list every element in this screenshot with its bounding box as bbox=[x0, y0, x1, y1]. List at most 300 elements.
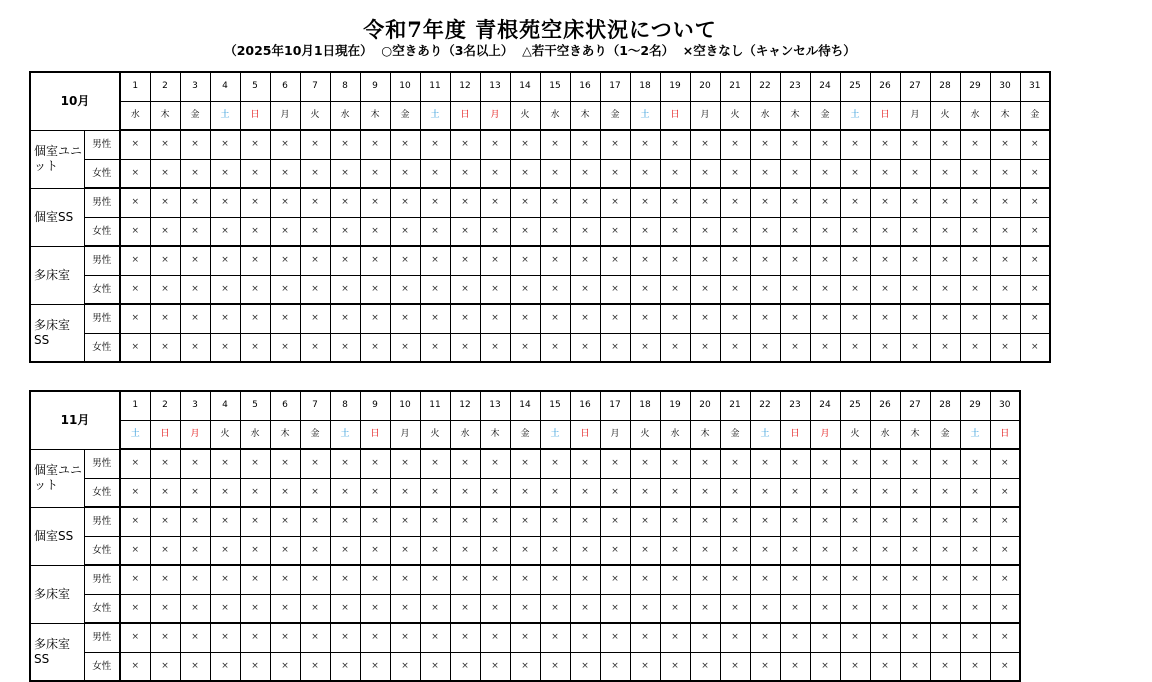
availability-mark: × bbox=[480, 449, 510, 478]
availability-mark: × bbox=[690, 304, 720, 333]
availability-mark: × bbox=[510, 130, 540, 159]
day-number: 3 bbox=[180, 391, 210, 420]
weekday-label: 土 bbox=[750, 420, 780, 449]
availability-mark: × bbox=[840, 217, 870, 246]
availability-mark: × bbox=[810, 246, 840, 275]
availability-mark: × bbox=[600, 478, 630, 507]
availability-mark: × bbox=[630, 159, 660, 188]
availability-mark: × bbox=[330, 623, 360, 652]
availability-mark: × bbox=[870, 478, 900, 507]
availability-mark: × bbox=[240, 652, 270, 681]
availability-mark: × bbox=[180, 333, 210, 362]
availability-mark: × bbox=[450, 188, 480, 217]
day-number: 14 bbox=[510, 391, 540, 420]
availability-mark: × bbox=[480, 594, 510, 623]
availability-mark: × bbox=[570, 594, 600, 623]
availability-mark: × bbox=[210, 536, 240, 565]
weekday-label: 火 bbox=[510, 101, 540, 130]
availability-mark: × bbox=[840, 304, 870, 333]
weekday-label: 月 bbox=[180, 420, 210, 449]
weekday-label: 土 bbox=[960, 420, 990, 449]
availability-mark: × bbox=[180, 246, 210, 275]
availability-mark: × bbox=[510, 449, 540, 478]
availability-mark: × bbox=[330, 159, 360, 188]
availability-row bbox=[30, 652, 1020, 681]
weekday-label: 火 bbox=[930, 101, 960, 130]
availability-mark: × bbox=[480, 275, 510, 304]
availability-mark: × bbox=[270, 246, 300, 275]
availability-mark: × bbox=[630, 594, 660, 623]
availability-mark: × bbox=[360, 507, 390, 536]
availability-mark: × bbox=[420, 333, 450, 362]
weekday-label: 金 bbox=[390, 101, 420, 130]
availability-mark: × bbox=[390, 275, 420, 304]
availability-mark: × bbox=[660, 304, 690, 333]
day-number: 1 bbox=[120, 391, 150, 420]
availability-mark: × bbox=[150, 246, 180, 275]
availability-mark: × bbox=[720, 275, 750, 304]
availability-mark: × bbox=[810, 130, 840, 159]
availability-mark: × bbox=[210, 304, 240, 333]
availability-mark: × bbox=[390, 565, 420, 594]
availability-mark: × bbox=[360, 623, 390, 652]
availability-mark: × bbox=[750, 507, 780, 536]
availability-mark: × bbox=[900, 507, 930, 536]
availability-mark: × bbox=[810, 188, 840, 217]
availability-mark: × bbox=[960, 275, 990, 304]
availability-mark: × bbox=[750, 159, 780, 188]
availability-mark: × bbox=[180, 507, 210, 536]
availability-mark: × bbox=[600, 304, 630, 333]
day-number: 26 bbox=[870, 391, 900, 420]
weekday-label: 金 bbox=[930, 420, 960, 449]
availability-mark: × bbox=[750, 217, 780, 246]
availability-mark: × bbox=[420, 623, 450, 652]
availability-mark: × bbox=[750, 304, 780, 333]
availability-mark: × bbox=[330, 130, 360, 159]
availability-mark: × bbox=[810, 652, 840, 681]
availability-mark: × bbox=[210, 623, 240, 652]
legend-line: （2025年10月1日現在） ○空きあり（3名以上） △若干空きあり（1～2名） ×空きなし（キャンセル待ち） bbox=[224, 43, 856, 58]
availability-mark: × bbox=[690, 507, 720, 536]
availability-mark: × bbox=[900, 652, 930, 681]
availability-mark: × bbox=[810, 623, 840, 652]
weekday-row bbox=[30, 101, 1050, 130]
availability-mark: × bbox=[900, 623, 930, 652]
availability-mark: × bbox=[510, 536, 540, 565]
availability-mark: × bbox=[270, 188, 300, 217]
availability-mark: × bbox=[240, 507, 270, 536]
availability-mark: × bbox=[240, 536, 270, 565]
availability-mark: × bbox=[540, 130, 570, 159]
availability-mark: × bbox=[120, 507, 150, 536]
availability-mark: × bbox=[510, 217, 540, 246]
day-number: 12 bbox=[450, 391, 480, 420]
weekday-label: 木 bbox=[900, 420, 930, 449]
day-number: 25 bbox=[840, 72, 870, 101]
weekday-label: 木 bbox=[690, 420, 720, 449]
availability-mark: × bbox=[120, 246, 150, 275]
availability-mark: × bbox=[240, 594, 270, 623]
day-number: 8 bbox=[330, 72, 360, 101]
availability-mark: × bbox=[600, 449, 630, 478]
availability-mark: × bbox=[870, 565, 900, 594]
availability-mark: × bbox=[450, 478, 480, 507]
availability-mark: × bbox=[300, 449, 330, 478]
day-number: 27 bbox=[900, 72, 930, 101]
availability-mark: × bbox=[870, 652, 900, 681]
availability-mark: × bbox=[840, 188, 870, 217]
availability-mark: × bbox=[930, 188, 960, 217]
availability-mark: × bbox=[300, 159, 330, 188]
availability-mark: × bbox=[240, 478, 270, 507]
weekday-label: 木 bbox=[780, 101, 810, 130]
availability-mark: × bbox=[360, 565, 390, 594]
availability-mark: × bbox=[990, 304, 1020, 333]
availability-mark: × bbox=[450, 507, 480, 536]
availability-row bbox=[30, 246, 1050, 275]
availability-mark: × bbox=[270, 536, 300, 565]
availability-mark: × bbox=[330, 246, 360, 275]
availability-mark: × bbox=[570, 565, 600, 594]
availability-mark: × bbox=[450, 217, 480, 246]
availability-mark: × bbox=[120, 652, 150, 681]
availability-mark: × bbox=[180, 304, 210, 333]
availability-mark: × bbox=[540, 217, 570, 246]
availability-mark: × bbox=[180, 652, 210, 681]
day-number: 9 bbox=[360, 72, 390, 101]
month-label: 10月 bbox=[30, 72, 120, 130]
weekday-label: 水 bbox=[870, 420, 900, 449]
availability-mark: × bbox=[870, 623, 900, 652]
gender-label: 男性 bbox=[84, 246, 120, 275]
availability-mark: × bbox=[540, 275, 570, 304]
availability-mark: × bbox=[300, 217, 330, 246]
availability-mark: × bbox=[930, 275, 960, 304]
availability-mark: × bbox=[780, 246, 810, 275]
availability-mark: × bbox=[450, 304, 480, 333]
weekday-label: 土 bbox=[840, 101, 870, 130]
availability-mark: × bbox=[900, 449, 930, 478]
day-number: 11 bbox=[420, 72, 450, 101]
availability-mark: × bbox=[990, 565, 1020, 594]
day-number: 22 bbox=[750, 72, 780, 101]
day-number: 22 bbox=[750, 391, 780, 420]
availability-mark: × bbox=[930, 594, 960, 623]
availability-mark: × bbox=[660, 333, 690, 362]
day-number: 21 bbox=[720, 72, 750, 101]
availability-mark: × bbox=[630, 188, 660, 217]
availability-mark: × bbox=[540, 507, 570, 536]
availability-mark: × bbox=[960, 507, 990, 536]
availability-mark: × bbox=[210, 159, 240, 188]
day-number: 18 bbox=[630, 391, 660, 420]
availability-mark: × bbox=[210, 217, 240, 246]
availability-mark: × bbox=[120, 478, 150, 507]
availability-mark: × bbox=[720, 652, 750, 681]
availability-mark: × bbox=[990, 594, 1020, 623]
weekday-label: 金 bbox=[600, 101, 630, 130]
availability-mark: × bbox=[960, 188, 990, 217]
availability-mark: × bbox=[180, 217, 210, 246]
availability-mark: × bbox=[180, 275, 210, 304]
availability-mark: × bbox=[360, 304, 390, 333]
availability-mark: × bbox=[480, 333, 510, 362]
gender-label: 女性 bbox=[84, 159, 120, 188]
availability-mark: × bbox=[870, 217, 900, 246]
availability-mark: × bbox=[450, 449, 480, 478]
availability-row bbox=[30, 159, 1050, 188]
day-number: 9 bbox=[360, 391, 390, 420]
day-number: 30 bbox=[990, 72, 1020, 101]
availability-mark: × bbox=[120, 217, 150, 246]
availability-mark: × bbox=[870, 159, 900, 188]
availability-mark: × bbox=[600, 130, 630, 159]
availability-mark: × bbox=[390, 449, 420, 478]
day-number: 20 bbox=[690, 72, 720, 101]
availability-mark: × bbox=[690, 449, 720, 478]
availability-mark: × bbox=[960, 246, 990, 275]
availability-row bbox=[30, 536, 1020, 565]
availability-mark: × bbox=[660, 594, 690, 623]
room-type-label: 多床室 bbox=[30, 565, 84, 623]
availability-mark: × bbox=[420, 507, 450, 536]
availability-mark: × bbox=[450, 130, 480, 159]
day-number: 7 bbox=[300, 72, 330, 101]
availability-mark: × bbox=[510, 304, 540, 333]
availability-row bbox=[30, 275, 1050, 304]
availability-mark: × bbox=[270, 449, 300, 478]
availability-mark: × bbox=[510, 623, 540, 652]
availability-mark: × bbox=[780, 188, 810, 217]
availability-mark: × bbox=[270, 652, 300, 681]
availability-mark: × bbox=[120, 594, 150, 623]
day-number: 28 bbox=[930, 72, 960, 101]
weekday-label: 火 bbox=[630, 420, 660, 449]
availability-mark: × bbox=[300, 536, 330, 565]
availability-mark: × bbox=[330, 333, 360, 362]
availability-mark: × bbox=[900, 275, 930, 304]
availability-row bbox=[30, 304, 1050, 333]
gender-label: 女性 bbox=[84, 478, 120, 507]
weekday-label: 土 bbox=[330, 420, 360, 449]
availability-mark: × bbox=[780, 130, 810, 159]
weekday-label: 木 bbox=[270, 420, 300, 449]
gender-label: 女性 bbox=[84, 536, 120, 565]
availability-mark: × bbox=[240, 217, 270, 246]
weekday-label: 火 bbox=[420, 420, 450, 449]
availability-mark: × bbox=[300, 478, 330, 507]
availability-mark: × bbox=[570, 246, 600, 275]
availability-mark: × bbox=[480, 507, 510, 536]
availability-mark: × bbox=[480, 536, 510, 565]
availability-mark: × bbox=[270, 275, 300, 304]
availability-mark: × bbox=[690, 594, 720, 623]
availability-mark: × bbox=[210, 478, 240, 507]
availability-mark: × bbox=[510, 188, 540, 217]
room-type-label: 個室ユニット bbox=[30, 449, 84, 507]
availability-mark: × bbox=[570, 333, 600, 362]
availability-mark: × bbox=[540, 246, 570, 275]
availability-mark: × bbox=[960, 536, 990, 565]
availability-mark: × bbox=[930, 565, 960, 594]
availability-mark: × bbox=[870, 304, 900, 333]
availability-mark: × bbox=[720, 304, 750, 333]
day-number: 28 bbox=[930, 391, 960, 420]
availability-mark: × bbox=[120, 130, 150, 159]
availability-mark: × bbox=[720, 333, 750, 362]
availability-mark: × bbox=[540, 304, 570, 333]
availability-mark: × bbox=[150, 159, 180, 188]
availability-mark: × bbox=[720, 536, 750, 565]
gender-label: 男性 bbox=[84, 130, 120, 159]
availability-mark: × bbox=[750, 652, 780, 681]
availability-mark: × bbox=[270, 130, 300, 159]
availability-mark: × bbox=[390, 159, 420, 188]
availability-mark: × bbox=[570, 275, 600, 304]
weekday-label: 日 bbox=[450, 101, 480, 130]
availability-mark: × bbox=[1020, 217, 1050, 246]
availability-mark: × bbox=[390, 217, 420, 246]
availability-mark: × bbox=[120, 304, 150, 333]
availability-mark: × bbox=[870, 333, 900, 362]
day-number: 11 bbox=[420, 391, 450, 420]
availability-mark: × bbox=[900, 594, 930, 623]
day-number: 16 bbox=[570, 72, 600, 101]
weekday-label: 月 bbox=[270, 101, 300, 130]
availability-mark: × bbox=[930, 507, 960, 536]
availability-mark: × bbox=[780, 594, 810, 623]
availability-mark: × bbox=[630, 536, 660, 565]
availability-mark: × bbox=[330, 449, 360, 478]
availability-mark: × bbox=[630, 130, 660, 159]
day-number: 3 bbox=[180, 72, 210, 101]
availability-mark: × bbox=[270, 623, 300, 652]
availability-mark: × bbox=[210, 246, 240, 275]
day-number: 14 bbox=[510, 72, 540, 101]
availability-mark: × bbox=[120, 188, 150, 217]
availability-mark: × bbox=[840, 565, 870, 594]
availability-mark: × bbox=[930, 217, 960, 246]
availability-mark: × bbox=[870, 246, 900, 275]
gender-label: 男性 bbox=[84, 188, 120, 217]
availability-mark: × bbox=[600, 275, 630, 304]
availability-mark: × bbox=[360, 449, 390, 478]
availability-mark: × bbox=[270, 217, 300, 246]
availability-mark: × bbox=[960, 304, 990, 333]
availability-mark: × bbox=[810, 217, 840, 246]
availability-mark: × bbox=[900, 333, 930, 362]
weekday-label: 日 bbox=[990, 420, 1020, 449]
availability-mark: × bbox=[840, 623, 870, 652]
availability-mark: × bbox=[930, 130, 960, 159]
weekday-label: 日 bbox=[570, 420, 600, 449]
availability-mark: × bbox=[570, 536, 600, 565]
weekday-label: 木 bbox=[150, 101, 180, 130]
availability-mark: × bbox=[960, 333, 990, 362]
availability-mark: × bbox=[150, 565, 180, 594]
availability-mark: × bbox=[540, 594, 570, 623]
availability-mark: × bbox=[240, 275, 270, 304]
availability-mark: × bbox=[510, 246, 540, 275]
availability-row bbox=[30, 188, 1050, 217]
availability-mark: × bbox=[930, 652, 960, 681]
day-number: 26 bbox=[870, 72, 900, 101]
availability-mark: × bbox=[960, 623, 990, 652]
day-number: 6 bbox=[270, 391, 300, 420]
availability-mark: × bbox=[960, 594, 990, 623]
availability-mark: × bbox=[840, 449, 870, 478]
availability-mark: × bbox=[480, 652, 510, 681]
availability-mark: × bbox=[180, 188, 210, 217]
availability-mark: × bbox=[570, 304, 600, 333]
availability-mark: × bbox=[120, 333, 150, 362]
room-type-label: 多床室SS bbox=[30, 304, 84, 362]
availability-mark: × bbox=[120, 159, 150, 188]
weekday-label: 金 bbox=[300, 420, 330, 449]
availability-mark: × bbox=[300, 623, 330, 652]
availability-mark: × bbox=[300, 594, 330, 623]
availability-mark: × bbox=[750, 565, 780, 594]
availability-mark: × bbox=[990, 130, 1020, 159]
availability-mark: × bbox=[600, 652, 630, 681]
availability-mark: × bbox=[630, 507, 660, 536]
availability-mark: × bbox=[660, 130, 690, 159]
gender-label: 女性 bbox=[84, 652, 120, 681]
availability-mark: × bbox=[660, 478, 690, 507]
room-type-label: 個室ユニット bbox=[30, 130, 84, 188]
availability-mark: × bbox=[510, 565, 540, 594]
availability-mark: × bbox=[600, 623, 630, 652]
availability-mark: × bbox=[810, 275, 840, 304]
availability-mark: × bbox=[240, 565, 270, 594]
day-number: 15 bbox=[540, 391, 570, 420]
gender-label: 男性 bbox=[84, 507, 120, 536]
availability-mark: × bbox=[630, 478, 660, 507]
availability-mark: × bbox=[600, 594, 630, 623]
availability-mark: × bbox=[540, 449, 570, 478]
availability-mark: × bbox=[150, 652, 180, 681]
availability-mark: × bbox=[630, 652, 660, 681]
availability-mark: × bbox=[750, 333, 780, 362]
weekday-label: 木 bbox=[360, 101, 390, 130]
availability-mark: × bbox=[210, 594, 240, 623]
day-number: 16 bbox=[570, 391, 600, 420]
availability-mark: × bbox=[390, 536, 420, 565]
availability-mark: × bbox=[630, 275, 660, 304]
availability-mark: × bbox=[480, 565, 510, 594]
availability-mark: × bbox=[630, 217, 660, 246]
availability-mark: × bbox=[330, 188, 360, 217]
availability-mark: × bbox=[330, 217, 360, 246]
availability-mark: × bbox=[210, 333, 240, 362]
availability-mark: × bbox=[720, 217, 750, 246]
availability-row bbox=[30, 333, 1050, 362]
day-number: 17 bbox=[600, 391, 630, 420]
availability-mark: × bbox=[420, 275, 450, 304]
availability-mark: × bbox=[660, 623, 690, 652]
availability-mark: × bbox=[180, 623, 210, 652]
availability-mark: × bbox=[810, 536, 840, 565]
availability-mark: × bbox=[300, 188, 330, 217]
availability-mark: × bbox=[600, 565, 630, 594]
weekday-label: 土 bbox=[420, 101, 450, 130]
availability-mark: × bbox=[390, 652, 420, 681]
availability-mark: × bbox=[210, 565, 240, 594]
availability-mark: × bbox=[180, 449, 210, 478]
day-number: 29 bbox=[960, 391, 990, 420]
availability-mark: × bbox=[870, 449, 900, 478]
